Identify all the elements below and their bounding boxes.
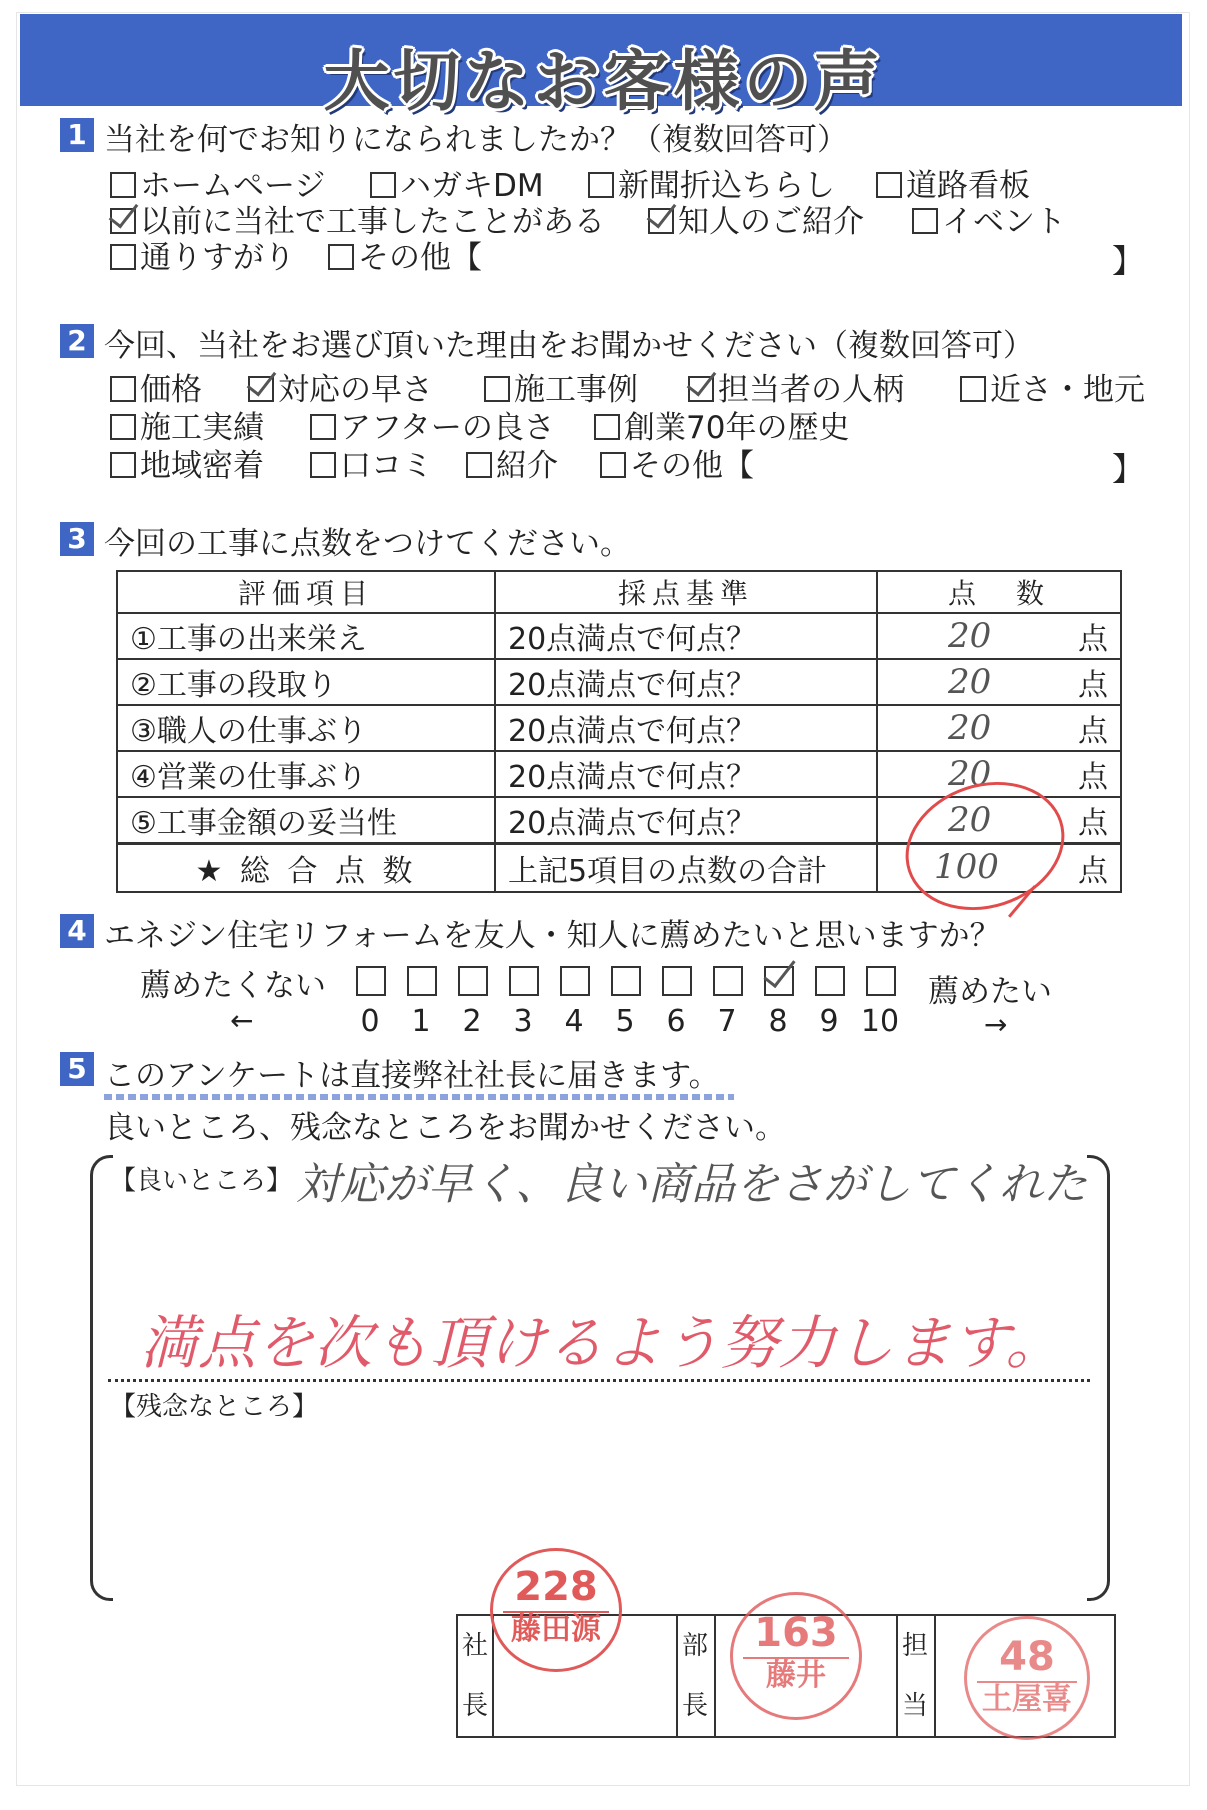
score-unit: 点 [1078, 760, 1108, 795]
question-1-text: 当社を何でお知りになられましたか？（複数回答可） [104, 122, 848, 158]
president-stamp: 228 藤田源 [490, 1548, 622, 1672]
handwritten-score: 20 [948, 708, 992, 748]
q1-close-bracket: 】 [1112, 242, 1145, 280]
handwritten-total: 100 [934, 847, 999, 887]
table-row [117, 705, 1121, 751]
table-row [117, 613, 1121, 659]
row-score-cell[interactable] [877, 705, 1121, 751]
checkbox[interactable] [588, 172, 614, 198]
handwritten-score: 20 [948, 662, 992, 702]
scale-checkbox-6[interactable] [662, 966, 692, 996]
checkbox[interactable] [484, 376, 510, 402]
scale-number: 8 [768, 1004, 788, 1039]
row-score-cell[interactable] [877, 659, 1121, 705]
checkbox[interactable] [466, 452, 492, 478]
score-unit: 点 [1078, 622, 1108, 657]
q2-option-introduction[interactable]: 紹介 [466, 440, 558, 485]
row-item: ④営業の仕事ぶり [117, 751, 495, 797]
wavy-underline [104, 1094, 734, 1100]
scale-number: 5 [615, 1004, 635, 1039]
staff-reply-handwritten: 満点を次も頂けるよう努力します。 [140, 1309, 1064, 1377]
label-manager-2: 長 [681, 1691, 708, 1721]
scale-number: 4 [564, 1004, 584, 1039]
row-criteria: 20点満点で何点？ [495, 613, 877, 659]
q1-option-other[interactable]: その他【 [328, 232, 482, 277]
label-manager-1: 部 [681, 1631, 708, 1661]
checkbox[interactable] [960, 376, 986, 402]
handwritten-score: 20 [948, 616, 992, 656]
q2-option-track-record[interactable]: 施工実績 [110, 402, 264, 447]
divider [896, 1616, 898, 1736]
q2-option-case-studies[interactable]: 施工事例 [484, 364, 638, 409]
scale-checkbox-3[interactable] [509, 966, 539, 996]
q2-option-quick-response[interactable]: 対応の早さ [248, 364, 433, 409]
q2-close-bracket: 】 [1112, 450, 1145, 488]
scale-number: 9 [819, 1004, 839, 1039]
score-unit: 点 [1078, 668, 1108, 703]
scale-checkbox-8[interactable] [764, 966, 794, 996]
handwritten-score: 20 [948, 754, 992, 794]
scale-checkbox-10[interactable] [866, 966, 896, 996]
table-row [117, 659, 1121, 705]
scale-checkbox-7[interactable] [713, 966, 743, 996]
question-4-text: エネジン住宅リフォームを友人・知人に薦めたいと思いますか？ [104, 918, 1001, 954]
score-unit: 点 [1078, 854, 1108, 889]
total-criteria: 上記5項目の点数の合計 [495, 844, 877, 893]
scale-number: 10 [860, 1004, 900, 1039]
scale-checkbox-4[interactable] [560, 966, 590, 996]
scale-checkbox-5[interactable] [611, 966, 641, 996]
bad-points-label: 【残念なところ】 [110, 1392, 319, 1422]
handwritten-score: 20 [948, 800, 992, 840]
scale-right-label: 薦めたい [928, 974, 1052, 1010]
question-2-text: 今回、当社をお選び頂いた理由をお聞かせください（複数回答可） [104, 328, 1034, 364]
q1-option-previous-work[interactable]: 以前に当社で工事したことがある [110, 196, 605, 241]
row-criteria: 20点満点で何点？ [495, 797, 877, 844]
right-bracket [1087, 1155, 1110, 1601]
checkbox[interactable] [110, 244, 136, 270]
checkbox[interactable] [110, 172, 136, 198]
q1-option-road-sign[interactable]: 道路看板 [876, 160, 1030, 205]
q2-option-staff-personality[interactable]: 担当者の人柄 [688, 364, 904, 409]
good-points-handwritten: 対応が早く、良い商品をさがしてくれた [296, 1159, 1088, 1210]
q2-option-aftercare[interactable]: アフターの良さ [310, 402, 555, 447]
q2-option-community[interactable]: 地域密着 [110, 440, 264, 485]
row-score-cell[interactable] [877, 613, 1121, 659]
staff-stamp: 48 土屋喜 [964, 1616, 1090, 1740]
question-5-text: このアンケートは直接弊社社長に届きます。 [104, 1058, 720, 1094]
row-item: ③職人の仕事ぶり [117, 705, 495, 751]
scale-number: 7 [717, 1004, 737, 1039]
scale-left-label: 薦めたくない [140, 968, 326, 1004]
label-president-1: 社 [461, 1631, 488, 1661]
q1-option-referral[interactable]: 知人のご紹介 [648, 196, 864, 241]
row-item: ①工事の出来栄え [117, 613, 495, 659]
row-criteria: 20点満点で何点？ [495, 659, 877, 705]
scale-checkbox-0[interactable] [356, 966, 386, 996]
right-arrow-icon: → [984, 1008, 1008, 1041]
checkbox[interactable] [600, 452, 626, 478]
staff-stamp-cell [934, 1616, 936, 1736]
checkbox[interactable] [110, 452, 136, 478]
scale-checkbox-1[interactable] [407, 966, 437, 996]
label-president-2: 長 [461, 1691, 488, 1721]
label-staff-2: 当 [901, 1691, 928, 1721]
scale-number: 6 [666, 1004, 686, 1039]
checkbox[interactable] [594, 414, 620, 440]
q2-option-history[interactable]: 創業70年の歴史 [594, 402, 849, 447]
question-5-subtext: 良いところ、残念なところをお聞かせください。 [104, 1110, 786, 1146]
good-points-label: 【良いところ】 [110, 1166, 293, 1196]
checkbox[interactable] [310, 414, 336, 440]
q2-option-word-of-mouth[interactable]: 口コミ [310, 440, 433, 485]
checkbox[interactable] [912, 208, 938, 234]
score-table-header [117, 571, 1121, 613]
label-staff-1: 担 [901, 1631, 928, 1661]
scale-number: 2 [462, 1004, 482, 1039]
q2-option-price[interactable]: 価格 [110, 364, 202, 409]
q1-option-passing-by[interactable]: 通りすがり [110, 232, 295, 277]
q1-option-event[interactable]: イベント [912, 196, 1066, 241]
header-score: 点 数 [877, 571, 1121, 613]
checkbox[interactable] [110, 414, 136, 440]
scale-checkbox-2[interactable] [458, 966, 488, 996]
question-2-number: 2 [60, 324, 94, 358]
divider [676, 1616, 678, 1736]
scale-number: 1 [411, 1004, 431, 1039]
checkbox-checked[interactable] [688, 376, 714, 402]
row-criteria: 20点満点で何点？ [495, 705, 877, 751]
manager-stamp: 163 藤井 [730, 1592, 862, 1720]
q1-option-postcard-dm[interactable]: ハガキDM [370, 160, 544, 205]
question-5-number: 5 [60, 1052, 94, 1086]
row-item: ⑤工事金額の妥当性 [117, 797, 495, 844]
manager-stamp-cell [714, 1616, 716, 1736]
q2-option-local[interactable]: 近さ・地元 [960, 364, 1145, 409]
header-item: 評価項目 [117, 571, 495, 613]
q1-option-homepage[interactable]: ホームページ [110, 160, 325, 205]
left-bracket [90, 1155, 113, 1601]
question-4-number: 4 [60, 914, 94, 948]
checkbox[interactable] [370, 172, 396, 198]
scale-number: 0 [360, 1004, 380, 1039]
checkbox-checked[interactable] [110, 208, 136, 234]
page-title: 大切なお客様の声 [323, 43, 884, 120]
checkbox-checked[interactable] [648, 208, 674, 234]
dotted-divider [108, 1379, 1090, 1382]
checkbox-checked[interactable] [248, 376, 274, 402]
row-item: ②工事の段取り [117, 659, 495, 705]
checkbox[interactable] [110, 376, 136, 402]
question-1-number: 1 [60, 118, 94, 152]
row-criteria: 20点満点で何点？ [495, 751, 877, 797]
question-3-text: 今回の工事に点数をつけてください。 [104, 526, 631, 562]
header-criteria: 採点基準 [495, 571, 877, 613]
scale-number: 3 [513, 1004, 533, 1039]
score-unit: 点 [1078, 714, 1108, 749]
q2-option-other[interactable]: その他【 [600, 440, 754, 485]
checkbox[interactable] [310, 452, 336, 478]
checkbox[interactable] [876, 172, 902, 198]
score-unit: 点 [1078, 806, 1108, 841]
left-arrow-icon: ← [230, 1004, 254, 1037]
total-label: ★ 総 合 点 数 [117, 844, 495, 893]
q1-option-newspaper-flyer[interactable]: 新聞折込ちらし [588, 160, 835, 205]
president-stamp-cell [492, 1616, 494, 1736]
checkbox[interactable] [328, 244, 354, 270]
question-3-number: 3 [60, 522, 94, 556]
scale-checkbox-9[interactable] [815, 966, 845, 996]
